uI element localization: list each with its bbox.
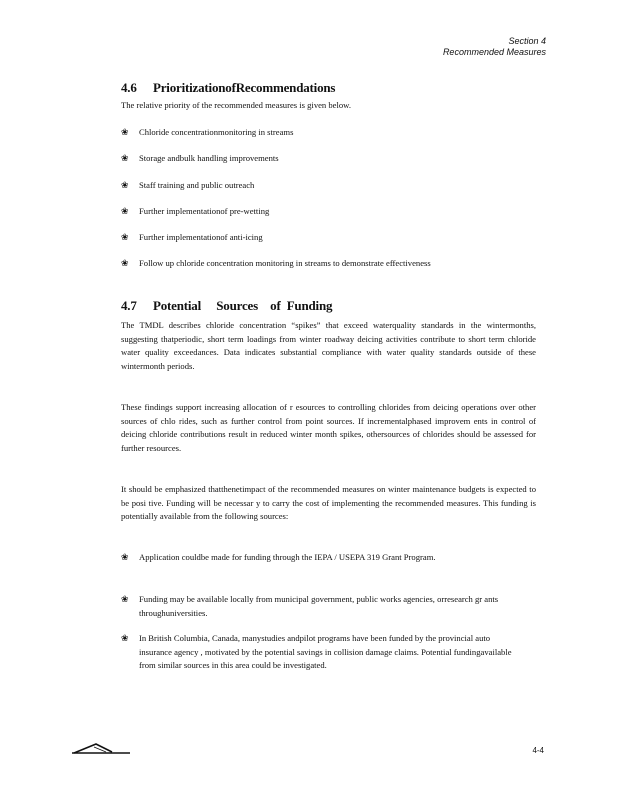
heading-4-7: [121, 298, 332, 314]
bullet-icon: ❀: [121, 594, 129, 604]
list-item: ❀ Staff training and public outreach: [121, 179, 521, 193]
list-item: ❀ Funding may be available locally from municipal government, public works agencies, orresearch gr ants throughuniversities.: [121, 594, 499, 618]
bullet-icon: ❀: [121, 206, 129, 216]
list-item: ❀ Storage andbulk handling improvements: [121, 152, 521, 166]
heading-number: 4.7: [121, 298, 137, 313]
page-number: 4-4: [532, 746, 544, 755]
triangle-logo-icon: [72, 741, 132, 760]
list-item: ❀ Further implementationof pre-wetting: [121, 205, 521, 219]
bullet-icon: ❀: [121, 127, 129, 137]
funding-paragraph-1: The TMDL describes chloride concentration “spikes” that exceed waterquality standards in the wintermonths, suggesting thatperiodic, short term loadings from winter roadway deicing activities contribute to short term chloride water quality exceedances. Data indicates substantial compliance with water quality standards outside of these wintermonth periods.: [121, 320, 536, 371]
funding-paragraph-3: It should be emphasized thatthenetimpact of the recommended measures on winter maintenance budgets is expected to be posi tive. Funding will be necessar y to carry the cost of implementing the recommended measures. This funding is potentially available from the following sources:: [121, 484, 536, 522]
list-item: ❀ Application couldbe made for funding through the IEPA / USEPA 319 Grant Program.: [121, 551, 506, 565]
funding-paragraph-2: These findings support increasing allocation of r esources to controlling chlorides from deicing operations over other sources of chlo rides, such as further control from point sources. If incrementalphased improvem ents in control of deicing chloride contributions result in reduced winter month spikes, othersources of chlorides should be assessed for further resources.: [121, 402, 536, 453]
bullet-icon: ❀: [121, 180, 129, 190]
intro-paragraph: The relative priority of the recommended measures is given below.: [121, 100, 351, 110]
heading-title: PrioritizationofRecommendations: [153, 80, 336, 95]
bullet-icon: ❀: [121, 258, 129, 268]
heading-number: 4.6: [121, 80, 137, 95]
bullet-icon: ❀: [121, 232, 129, 242]
heading-4-6: [121, 80, 335, 96]
list-item: ❀ Follow up chloride concentration monitoring in streams to demonstrate effectiveness: [121, 257, 501, 271]
bullet-icon: ❀: [121, 552, 129, 562]
section-title: Recommended Measures: [442, 47, 546, 57]
page-header: [443, 36, 546, 58]
heading-title: Potential Sources of Funding: [153, 298, 333, 313]
bullet-icon: ❀: [121, 153, 129, 163]
list-item: ❀ Further implementationof anti-icing: [121, 231, 521, 245]
bullet-icon: ❀: [121, 633, 129, 643]
list-item: ❀ Chloride concentrationmonitoring in streams: [121, 126, 521, 140]
section-label: Section 4: [508, 36, 546, 46]
list-item: ❀ In British Columbia, Canada, manystudies andpilot programs have been funded by the provincial auto insurance agency , motivated by the potential savings in collision damage claims. Potential fundingavailable from similar sources in this area could be investigated.: [121, 633, 512, 671]
